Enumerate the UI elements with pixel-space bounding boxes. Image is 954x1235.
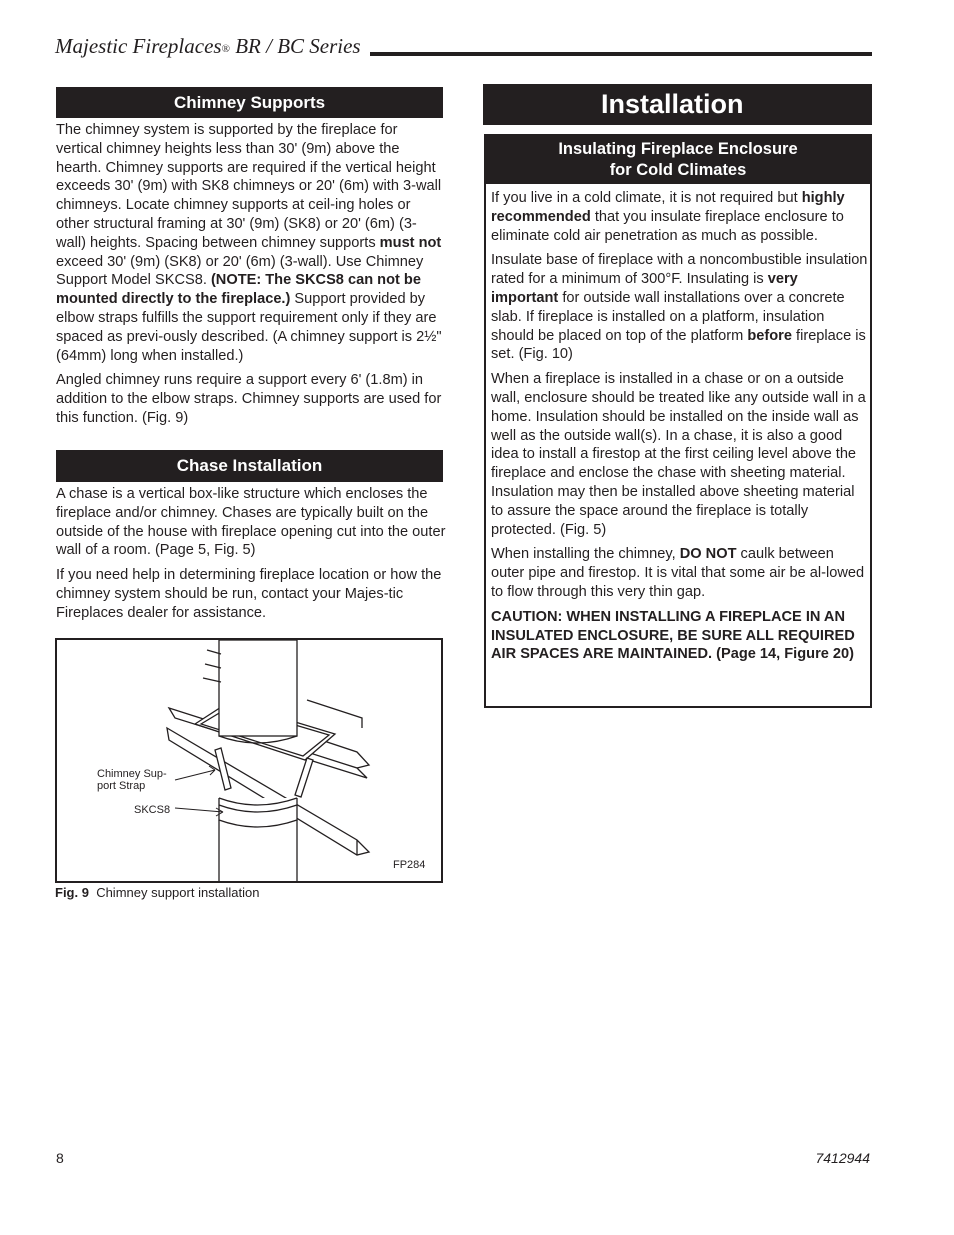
chimney-supports-paragraph-2: Angled chimney runs require a support every 6' (1.8m) in addition to the elbow straps. Chimney supports are used for this function. (Fig. 9) bbox=[56, 372, 442, 426]
document-header bbox=[55, 34, 361, 59]
header-rule bbox=[370, 52, 872, 56]
caption-text: Chimney support installation bbox=[96, 885, 260, 900]
caption-number: Fig. 9 bbox=[55, 885, 89, 900]
document-number: 7412944 bbox=[815, 1150, 870, 1166]
enclosure-paragraph-2: Insulate base of fireplace with a noncombustible insulation rated for a minimum of 300°F. Insulating is very important for outside wall installations over a concrete slab. If fireplace is installed on a platform, insulation should be placed on top of the platform before fireplace is set. (Fig. 10) bbox=[491, 252, 868, 363]
insulating-enclosure-box bbox=[484, 134, 872, 708]
caution-notice: CAUTION: WHEN INSTALLING A FIREPLACE IN AN INSULATED ENCLOSURE, BE SURE ALL REQUIRED AIR SPACES ARE MAINTAINED. (Page 14, Figure 20) bbox=[491, 608, 855, 663]
chase-paragraph-2: If you need help in determining fireplace location or how the chimney system should be run, contact your Majes-tic Fireplaces dealer for assistance. bbox=[56, 567, 442, 621]
skcs8-label: SKCS8 bbox=[134, 804, 171, 816]
series-name: BR / BC Series bbox=[229, 34, 361, 58]
insulating-enclosure-text bbox=[491, 189, 869, 670]
chimney-supports-heading: Chimney Supports bbox=[56, 87, 443, 118]
chimney-supports-text bbox=[56, 121, 446, 434]
brand-name: Majestic Fireplaces bbox=[55, 34, 222, 58]
chase-installation-heading: Chase Installation bbox=[56, 450, 443, 482]
strap-label: Chimney Sup-port Strap bbox=[97, 768, 167, 792]
chase-paragraph-1: A chase is a vertical box-like structure which encloses the fireplace and/or chimney. Chases are typically built on the outside of the house with fireplace opening cut into the outer wall of a room. (Page 5, Fig. 5) bbox=[56, 486, 446, 559]
figure-code: FP284 bbox=[393, 859, 426, 871]
registered-mark: ® bbox=[221, 43, 230, 55]
page-number: 8 bbox=[56, 1150, 64, 1166]
chase-installation-text bbox=[56, 485, 446, 629]
insulating-enclosure-heading: Insulating Fireplace Enclosure for Cold Climates bbox=[486, 136, 870, 184]
enclosure-paragraph-4: When installing the chimney, DO NOT caulk between outer pipe and firestop. It is vital that some air be al-lowed to flow through this very thin gap. bbox=[491, 546, 865, 600]
figure-9-caption bbox=[55, 885, 260, 900]
chimney-support-illustration bbox=[57, 640, 441, 881]
figure-9-box bbox=[55, 638, 443, 883]
chimney-supports-paragraph-1: The chimney system is supported by the fireplace for vertical chimney heights less than 30' (9m) above the hearth. Chimney supports are required if the vertical height exceeds 30' (9m) with SK8 chimneys or 20' (6m) with 3-wall chimneys. Locate chimney supports at ceil-ing holes or other structural framing at 30' (9m) (SK8) or 20' (6m) (3-wall) heights. Spacing between chimney supports must not exceed 30' (9m) (SK8) or 20' (6m) (3-wall). Use Chimney Support Model SKCS8. (NOTE: The SKCS8 can not be mounted directly to the fireplace.) Support provided by elbow straps fulfills the support requirement only if they are spaced as previ-ously described. (A chimney support is 2½" (64mm) long when installed.) bbox=[56, 122, 442, 364]
installation-title: Installation bbox=[483, 84, 872, 125]
enclosure-paragraph-3: When a fireplace is installed in a chase or on a outside wall, enclosure should be treated like any outside wall in a home. Insulation should be installed on the inside wall as well as the outside wall(s). In a chase, it is also a good idea to install a firestop at the first ceiling level above the fireplace and enclose the chase with sheeting material. Insulation may then be installed above sheeting material to assure the space around the fireplace is totally protected. (Fig. 5) bbox=[491, 371, 866, 538]
enclosure-paragraph-1: If you live in a cold climate, it is not required but highly recommended that you insulate fireplace enclosure to eliminate cold air penetration as much as possible. bbox=[491, 190, 845, 244]
